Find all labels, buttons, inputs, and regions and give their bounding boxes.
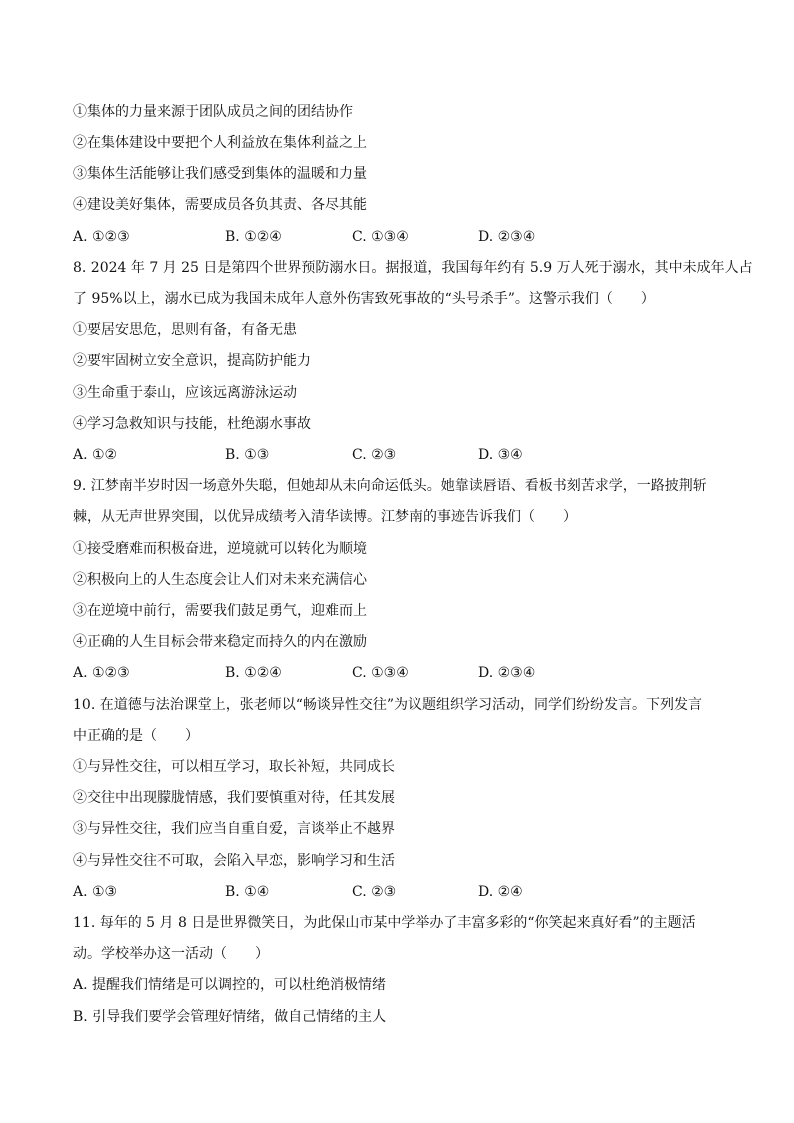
q10-stem-line-2: 中正确的是（ ）: [73, 728, 199, 744]
q9-statement-2: ②积极向上的人生态度会让人们对未来充满信心: [73, 572, 367, 588]
q7-option-b[interactable]: B. ①②④: [225, 229, 282, 245]
q8-statement-3: ③生命重于泰山，应该远离游泳运动: [73, 385, 297, 401]
q10-statement-3: ③与异性交往，我们应当自重自爱，言谈举止不越界: [73, 821, 395, 837]
q8-stem-line-1: 8. 2024 年 7 月 25 日是第四个世界预防溺水日。据报道，我国每年约有 5.9 万人死于溺水，其中未成年人占: [73, 260, 753, 276]
q7-statement-1: ①集体的力量来源于团队成员之间的团结协作: [73, 104, 353, 120]
q8-options: [73, 445, 633, 465]
q10-statement-2: ②交往中出现朦胧情感，我们要慎重对待，任其发展: [73, 790, 395, 806]
q10-option-c[interactable]: C. ②③: [352, 884, 397, 900]
q8-statement-2: ②要牢固树立安全意识，提高防护能力: [73, 353, 311, 369]
q10-statement-4: ④与异性交往不可取，会陷入早恋，影响学习和生活: [73, 853, 395, 869]
q8-statement-4: ④学习急救知识与技能，杜绝溺水事故: [73, 416, 311, 432]
q9-stem-line-2: 棘，从无声世界突围，以优异成绩考入清华读博。江梦南的事迹告诉我们（ ）: [73, 509, 577, 525]
q11-choice-a[interactable]: A. 提醒我们情绪是可以调控的，可以杜绝消极情绪: [73, 977, 387, 993]
q8-statement-1: ①要居安思危，思则有备，有备无患: [73, 322, 297, 338]
q7-statement-4: ④建设美好集体，需要成员各负其责、各尽其能: [73, 197, 367, 213]
q7-statement-2: ②在集体建设中要把个人利益放在集体利益之上: [73, 135, 367, 151]
q9-stem-line-1: 9. 江梦南半岁时因一场意外失聪，但她却从未向命运低头。她靠读唇语、看板书刻苦求学，一路披荆斩: [73, 478, 707, 494]
q8-stem-line-2: 了 95%以上，溺水已成为我国未成年人意外伤害致死事故的“头号杀手”。这警示我们（ ）: [73, 291, 655, 307]
q9-option-d[interactable]: D. ②③④: [478, 665, 536, 681]
q9-statement-4: ④正确的人生目标会带来稳定而持久的内在激励: [73, 634, 367, 650]
q7-option-a[interactable]: A. ①②③: [73, 229, 130, 245]
q8-option-d[interactable]: D. ③④: [478, 447, 523, 463]
q8-option-c[interactable]: C. ②③: [352, 447, 397, 463]
q10-statement-1: ①与异性交往，可以相互学习，取长补短，共同成长: [73, 759, 395, 775]
q11-stem-line-2: 动。学校举办这一活动（ ）: [73, 946, 269, 962]
q9-options: [73, 663, 633, 683]
q9-statement-3: ③在逆境中前行，需要我们鼓足勇气，迎难而上: [73, 603, 367, 619]
q10-options: [73, 882, 633, 902]
q7-option-c[interactable]: C. ①③④: [352, 229, 409, 245]
q11-stem-line-1: 11. 每年的 5 月 8 日是世界微笑日，为此保山市某中学举办了丰富多彩的“你笑起来真好看”的主题活: [73, 915, 696, 931]
q8-option-b[interactable]: B. ①③: [225, 447, 270, 463]
q9-statement-1: ①接受磨难而积极奋进，逆境就可以转化为顺境: [73, 541, 367, 557]
q10-option-a[interactable]: A. ①③: [73, 884, 118, 900]
q8-option-a[interactable]: A. ①②: [73, 447, 118, 463]
q10-option-b[interactable]: B. ①④: [225, 884, 270, 900]
q10-option-d[interactable]: D. ②④: [478, 884, 523, 900]
q7-option-d[interactable]: D. ②③④: [478, 229, 536, 245]
q9-option-c[interactable]: C. ①③④: [352, 665, 409, 681]
q9-option-b[interactable]: B. ①②④: [225, 665, 282, 681]
q9-option-a[interactable]: A. ①②③: [73, 665, 130, 681]
q11-choice-b[interactable]: B. 引导我们要学会管理好情绪，做自己情绪的主人: [73, 1009, 387, 1025]
q7-statement-3: ③集体生活能够让我们感受到集体的温暖和力量: [73, 166, 367, 182]
q7-options: [73, 227, 633, 247]
q10-stem-line-1: 10. 在道德与法治课堂上，张老师以“畅谈异性交往”为议题组织学习活动，同学们纷纷发言。下列发言: [73, 697, 703, 713]
